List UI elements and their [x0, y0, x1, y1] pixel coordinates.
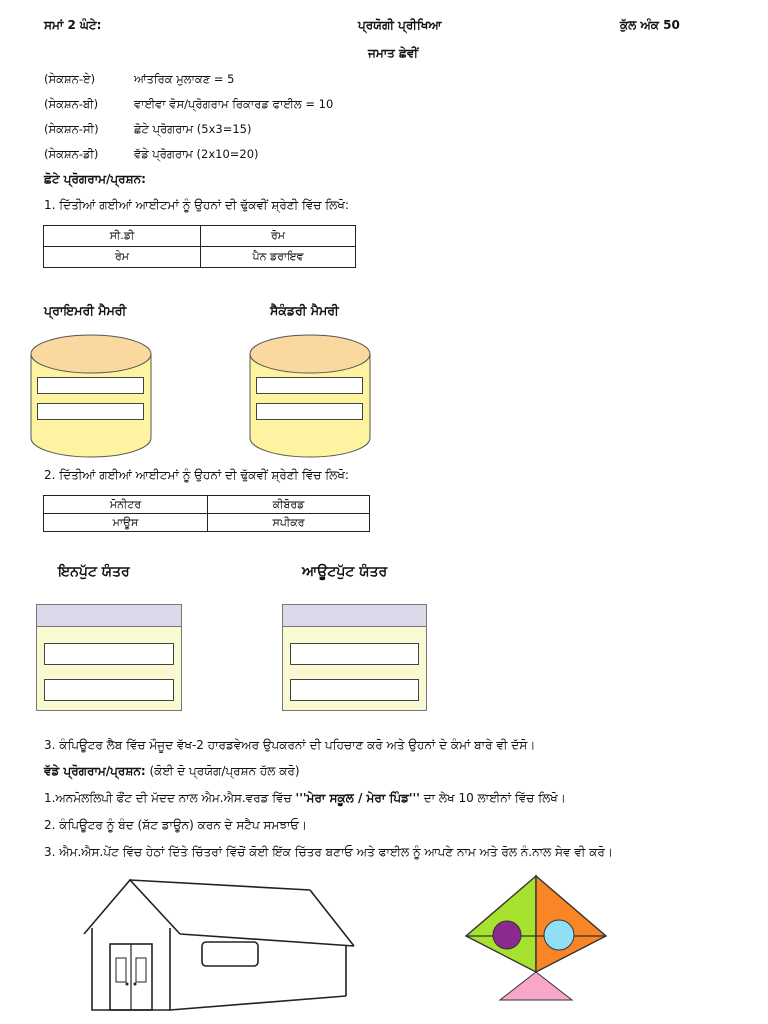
long-heading: ਵੱਡੇ ਪ੍ਰੋਗਰਾਮ/ਪ੍ਰਸ਼ਨ:	[44, 764, 146, 778]
long-heading-note: (ਕੋਈ ਦੋ ਪ੍ਰਯੋਗ/ਪ੍ਰਸ਼ਨ ਹੱਲ ਕਰੋ)	[149, 764, 300, 778]
section-b-text: ਵਾਈਵਾ ਵੋਸ/ਪ੍ਰੋਗਰਾਮ ਰਿਕਾਰਡ ਫਾਈਲ = 10	[134, 97, 334, 111]
table-cell: ਰੋਮ	[201, 226, 356, 247]
table-cell: ਮਾਊਸ	[44, 514, 208, 532]
q1-items-table	[43, 225, 356, 268]
table-cell: ਪੈਨ ਡਰਾਇਵ	[201, 247, 356, 268]
exam-time: ਸਮਾਂ 2 ਘੰਟੇ:	[44, 18, 102, 32]
question-3-text: 3. ਕੰਪਿਊਟਰ ਲੈਬ ਵਿੱਚ ਮੌਜੂਦ ਵੱਖ-2 ਹਾਰਡਵੇਅਰ ਉਪਕਰਨਾਂ ਦੀ ਪਹਿਚਾਣ ਕਰੋ ਅਤੇ ਉਹਨਾਂ ਦੇ ਕੰਮਾਂ ਬਾਰੇ ਵੀ ਦੱਸੋ।	[44, 738, 536, 752]
exam-title: ਪ੍ਰਯੋਗੀ ਪ੍ਰੀਖਿਆ	[358, 18, 442, 32]
house-drawing	[80, 876, 355, 1016]
primary-memory-cylinder	[30, 334, 152, 460]
section-d-label: (ਸੇਕਸ਼ਨ-ਡੀ)	[44, 147, 99, 161]
output-devices-box-header	[283, 605, 426, 627]
section-b-label: (ਸੇਕਸ਼ਨ-ਬੀ)	[44, 97, 99, 111]
primary-memory-answer-1[interactable]	[37, 377, 144, 394]
section-d-text: ਵੱਡੇ ਪ੍ਰੋਗਰਾਮ (2x10=20)	[134, 147, 259, 161]
primary-memory-label: ਪ੍ਰਾਇਮਰੀ ਮੈਮਰੀ	[44, 303, 127, 318]
question-2-text: 2. ਦਿੱਤੀਆਂ ਗਈਆਂ ਆਈਟਮਾਂ ਨੂੰ ਉਹਨਾਂ ਦੀ ਢੁੱਕਵੀਂ ਸ਼੍ਰੇਣੀ ਵਿੱਚ ਲਿਖੋ:	[44, 468, 349, 482]
secondary-memory-cylinder	[249, 334, 371, 460]
table-cell: ਸਪੀਕਰ	[208, 514, 370, 532]
total-marks: ਕੁੱਲ ਅੰਕ 50	[620, 18, 680, 32]
table-cell: ਸੀ.ਡੀ	[44, 226, 201, 247]
section-c-text: ਛੋਟੇ ਪ੍ਰੋਗਰਾਮ (5x3=15)	[134, 122, 252, 136]
table-cell: ਮੋਨੀਟਰ	[44, 496, 208, 514]
output-device-answer-2[interactable]	[290, 679, 419, 701]
input-device-answer-1[interactable]	[44, 643, 174, 665]
secondary-memory-answer-1[interactable]	[256, 377, 363, 394]
input-device-answer-2[interactable]	[44, 679, 174, 701]
long-question-1-start: 1.ਅਨਮੋਲਲਿਪੀ ਫੌਂਟ ਦੀ ਮੱਦਦ ਨਾਲ ਐਮ.ਐਸ.ਵਰਡ ਵਿੱਚ	[44, 791, 296, 805]
section-c-label: (ਸੇਕਸ਼ਨ-ਸੀ)	[44, 122, 99, 136]
long-question-3: 3. ਐਮ.ਐਸ.ਪੇਂਟ ਵਿੱਚ ਹੇਠਾਂ ਦਿੱਤੇ ਚਿੱਤਰਾਂ ਵਿੱਚੋਂ ਕੋਈ ਇੱਕ ਚਿੱਤਰ ਬਣਾਓ ਅਤੇ ਫਾਈਲ ਨੂੰ ਆਪਣੇ ਨਾਮ ਅਤੇ ਰੋਲ ਨੰ.ਨਾਲ ਸੇਵ ਵੀ ਕਰੋ।	[44, 845, 613, 859]
long-question-1-end: ਦਾ ਲੇਖ 10 ਲਾਈਨਾਂ ਵਿੱਚ ਲਿਖੋ।	[419, 791, 566, 805]
class-label: ਜਮਾਤ ਛੇਵੀਂ	[368, 46, 419, 60]
secondary-memory-label: ਸੈਕੰਡਰੀ ਮੈਮਰੀ	[270, 303, 339, 318]
primary-memory-answer-2[interactable]	[37, 403, 144, 420]
q2-items-table	[43, 495, 370, 532]
short-heading: ਛੋਟੇ ਪ੍ਰੋਗਰਾਮ/ਪ੍ਰਸ਼ਨ:	[44, 172, 146, 186]
long-question-1-topic: '''ਮੇਰਾ ਸਕੂਲ / ਮੇਰਾ ਪਿੰਡ'''	[295, 791, 420, 805]
table-cell: ਕੀਬੋਰਡ	[208, 496, 370, 514]
section-a-label: (ਸੇਕਸ਼ਨ-ਏ)	[44, 72, 96, 86]
long-question-2: 2. ਕੰਪਿਊਟਰ ਨੂੰ ਬੰਦ (ਸ਼ੱਟ ਡਾਊਨ) ਕਰਨ ਦੇ ਸਟੈਪ ਸਮਝਾਓ।	[44, 818, 308, 832]
secondary-memory-answer-2[interactable]	[256, 403, 363, 420]
output-device-answer-1[interactable]	[290, 643, 419, 665]
kite-drawing	[464, 874, 609, 1004]
long-question-1	[44, 791, 566, 806]
question-1-text: 1. ਦਿੱਤੀਆਂ ਗਈਆਂ ਆਈਟਮਾਂ ਨੂੰ ਉਹਨਾਂ ਦੀ ਢੁੱਕਵੀਂ ਸ਼੍ਰੇਣੀ ਵਿੱਚ ਲਿਖੋ:	[44, 198, 349, 212]
input-devices-label: ਇਨਪੁੱਟ ਯੰਤਰ	[58, 564, 130, 580]
table-cell: ਰੇਮ	[44, 247, 201, 268]
input-devices-box-header	[37, 605, 181, 627]
output-devices-label: ਆਊਟਪੁੱਟ ਯੰਤਰ	[302, 564, 388, 580]
section-a-text: ਆਂਤਰਿਕ ਮੁਲਾਕਣ = 5	[134, 72, 235, 86]
